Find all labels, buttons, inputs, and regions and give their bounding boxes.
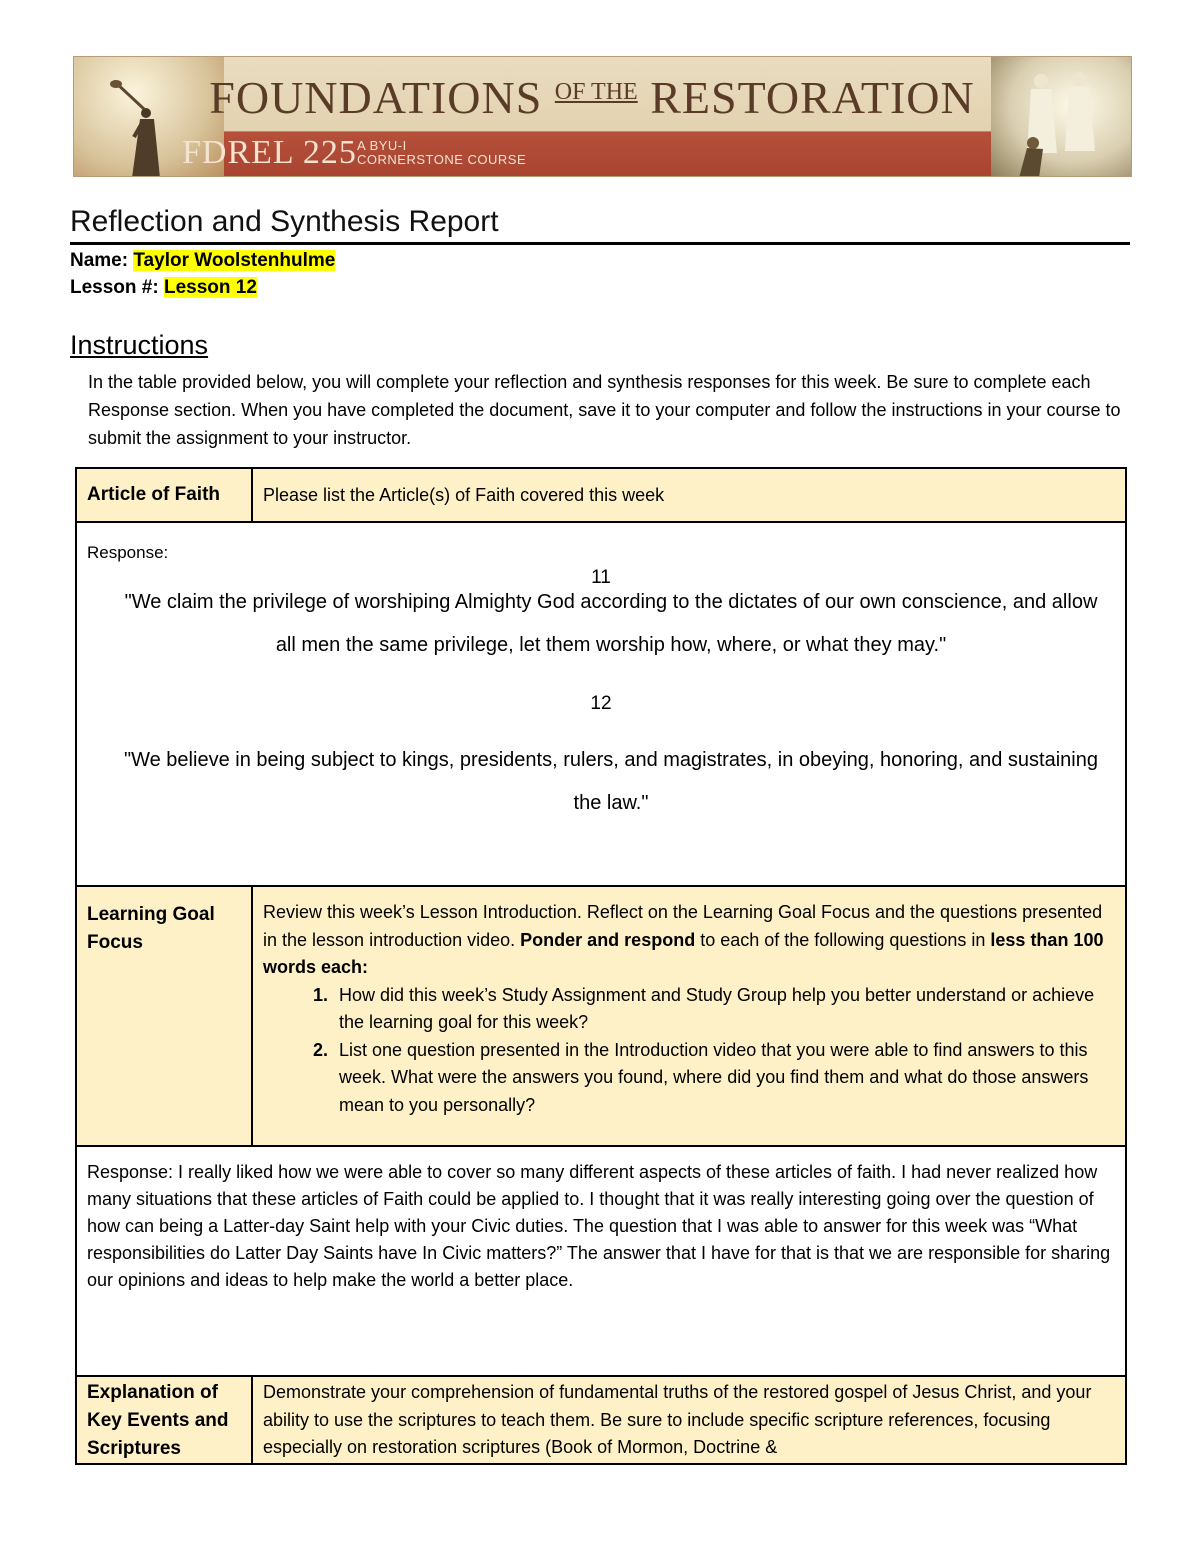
learning-goal-intro: Review this week’s Lesson Introduction. Reflect on the Learning Goal Focus and the questions presented in the lesson introduction video. (263, 902, 1103, 950)
reflection-table (75, 467, 1127, 1465)
name-label: Name: (70, 250, 129, 271)
report-title: Reflection and Synthesis Report (70, 205, 499, 238)
learning-goal-label: Learning Goal Focus (77, 887, 253, 1145)
aof-response-label: Response: (87, 543, 169, 562)
learning-goal-prompt (263, 899, 1111, 1119)
aof-number-12: 12 (590, 693, 612, 714)
instructions-heading: Instructions (70, 330, 209, 360)
aof-response-row[interactable] (77, 523, 1125, 887)
heavenly-figures-icon (999, 63, 1119, 177)
learning-goal-questions (263, 982, 1111, 1120)
article-of-faith-row (77, 469, 1125, 523)
question-2: 2. List one question presented in the Introduction video that you were able to find answers to this week. What were the answers you found, where did you find them and what do those answers mean to you personally? (333, 1037, 1111, 1120)
banner-title-restoration: RESTORATION (650, 72, 975, 123)
article-of-faith-label: Article of Faith (77, 469, 253, 521)
question-1: 1. How did this week’s Study Assignment and Study Group help you better understand or achieve the learning goal for this week? (333, 982, 1111, 1037)
name-line (70, 250, 335, 272)
learning-goal-intro-bold2: less than 100 words each: (263, 929, 1104, 977)
learning-goal-row (77, 887, 1125, 1147)
angel-moroni-statue-icon (104, 75, 174, 177)
learning-response-text: Response: I really liked how we were able to cover so many different aspects of these articles of faith. I had never realized how many situations that these articles of Faith could be applied to. I thought that it was really interesting going over the question of how can being a Latter-day Saint help with your Civic duties. The question that I was able to answer for this week was “What responsibilities do Latter Day Saints have In Civic matters?” The answer that I have for that is that we are responsible for sharing our opinions and ideas to help make the world a better place. (87, 1162, 1111, 1290)
banner-title-of-the: OF THE (554, 79, 638, 105)
course-banner (73, 56, 1132, 177)
key-events-row (77, 1377, 1125, 1463)
banner-course-tag (357, 139, 526, 167)
lesson-label: Lesson #: (70, 277, 159, 298)
title-divider (70, 242, 1130, 245)
banner-tag-line2: CORNERSTONE COURSE (357, 152, 527, 167)
aof-text-11: "We claim the privilege of worshiping Almighty God according to the dictates of our own conscience, and allow all men the same privilege, let them worship how, where, or what they may." (124, 591, 1098, 656)
lesson-value[interactable]: Lesson 12 (163, 277, 257, 298)
lesson-line (70, 277, 257, 299)
banner-title-foundations: FOUNDATIONS (209, 72, 543, 123)
key-events-prompt: Demonstrate your comprehension of fundamental truths of the restored gospel of Jesus Christ, and your ability to use the scriptures to teach them. Be sure to include specific scripture references, focusing especially on restoration scriptures (Book of Mormon, Doctrine & (263, 1382, 1092, 1457)
name-value[interactable]: Taylor Woolstenhulme (133, 250, 336, 271)
banner-tag-line1: A BYU-I (357, 138, 407, 153)
banner-title (182, 71, 1002, 124)
article-of-faith-prompt: Please list the Article(s) of Faith covered this week (263, 485, 665, 505)
aof-number-11: 11 (591, 567, 611, 588)
aof-text-12: "We believe in being subject to kings, presidents, rulers, and magistrates, in obeying, honoring, and sustaining the law." (124, 749, 1098, 814)
learning-goal-intro-bold1: Ponder and respond (520, 929, 696, 950)
learning-response-row[interactable] (77, 1147, 1125, 1377)
learning-goal-intro-cont: to each of the following questions in (695, 929, 991, 950)
key-events-label: Explanation of Key Events and Scriptures (77, 1377, 253, 1463)
banner-course-code: FDREL 225 (182, 134, 357, 171)
instructions-body: In the table provided below, you will complete your reflection and synthesis responses for this week. Be sure to complete each Response section. When you have completed the document, save it to your computer and follow the instructions in your course to submit the assignment to your instructor. (88, 372, 1121, 448)
